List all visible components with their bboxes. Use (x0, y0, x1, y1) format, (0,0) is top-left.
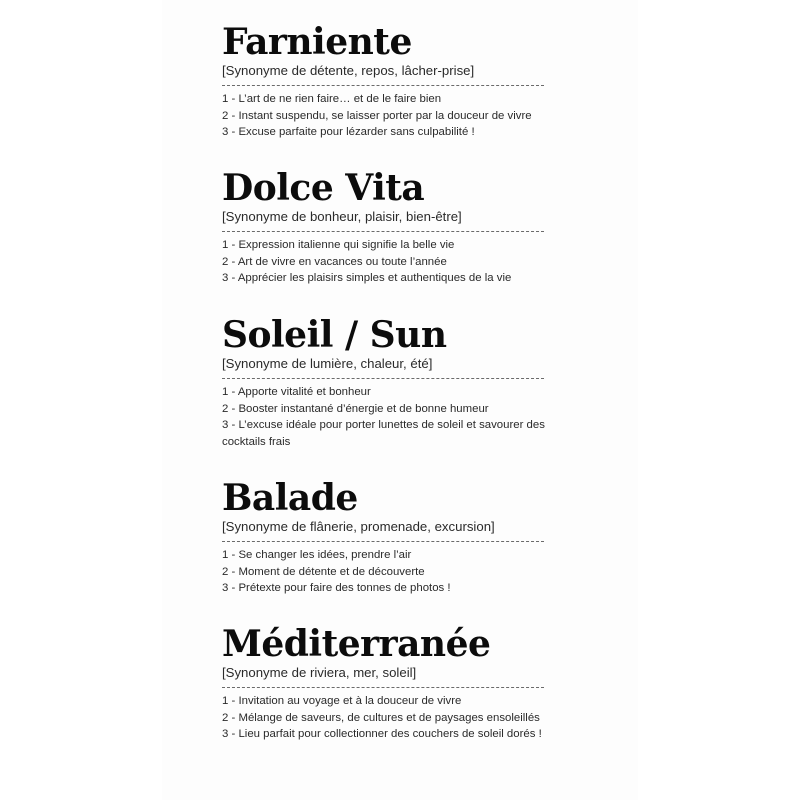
definition-item: 2 - Booster instantané d’énergie et de bonne humeur (222, 402, 489, 415)
definition-list (222, 384, 622, 450)
definition-item: 2 - Moment de détente et de découverte (222, 565, 425, 578)
entry-balade (222, 478, 622, 597)
entry-soleil (222, 315, 622, 450)
entry-farniente (222, 22, 622, 141)
definition-item: 3 - Excuse parfaite pour lézarder sans culpabilité ! (222, 126, 475, 138)
entry-word: Soleil / Sun (222, 314, 447, 356)
entry-word: Balade (222, 477, 358, 519)
definition-item: 3 - L’excuse idéale pour porter lunettes de soleil et savourer des cocktails frais (222, 419, 545, 448)
definition-list (222, 547, 622, 597)
dashed-divider (222, 378, 544, 379)
dashed-divider (222, 687, 544, 688)
definition-item: 1 - Se changer les idées, prendre l’air (222, 549, 412, 561)
entry-word: Méditerranée (222, 623, 491, 665)
entry-synonym: [Synonyme de détente, repos, lâcher-prise] (222, 63, 475, 78)
definition-item: 1 - Invitation au voyage et à la douceur de vivre (222, 695, 462, 707)
entry-mediterranee (222, 624, 622, 743)
definition-item: 3 - Prétexte pour faire des tonnes de photos ! (222, 582, 451, 594)
dashed-divider (222, 231, 544, 232)
dashed-divider (222, 541, 544, 542)
definition-list (222, 91, 622, 141)
entry-dolce-vita (222, 168, 622, 287)
definition-item: 2 - Instant suspendu, se laisser porter par la douceur de vivre (222, 109, 532, 122)
entry-synonym: [Synonyme de lumière, chaleur, été] (222, 356, 433, 371)
entry-word: Dolce Vita (222, 167, 425, 209)
definition-item: 1 - L’art de ne rien faire… et de le faire bien (222, 93, 442, 105)
entry-synonym: [Synonyme de bonheur, plaisir, bien-être] (222, 209, 462, 224)
definition-item: 2 - Art de vivre en vacances ou toute l’année (222, 255, 447, 268)
entry-synonym: [Synonyme de riviera, mer, soleil] (222, 665, 417, 680)
definition-list (222, 693, 622, 743)
definition-item: 3 - Apprécier les plaisirs simples et authentiques de la vie (222, 272, 512, 284)
dashed-divider (222, 85, 544, 86)
definition-item: 1 - Apporte vitalité et bonheur (222, 386, 371, 398)
definition-item: 3 - Lieu parfait pour collectionner des couchers de soleil dorés ! (222, 728, 542, 740)
entry-synonym: [Synonyme de flânerie, promenade, excursion] (222, 519, 495, 534)
definition-list (222, 237, 622, 287)
definition-item: 1 - Expression italienne qui signifie la belle vie (222, 239, 455, 251)
definition-item: 2 - Mélange de saveurs, de cultures et de paysages ensoleillés (222, 711, 540, 724)
entry-word: Farniente (222, 21, 412, 63)
